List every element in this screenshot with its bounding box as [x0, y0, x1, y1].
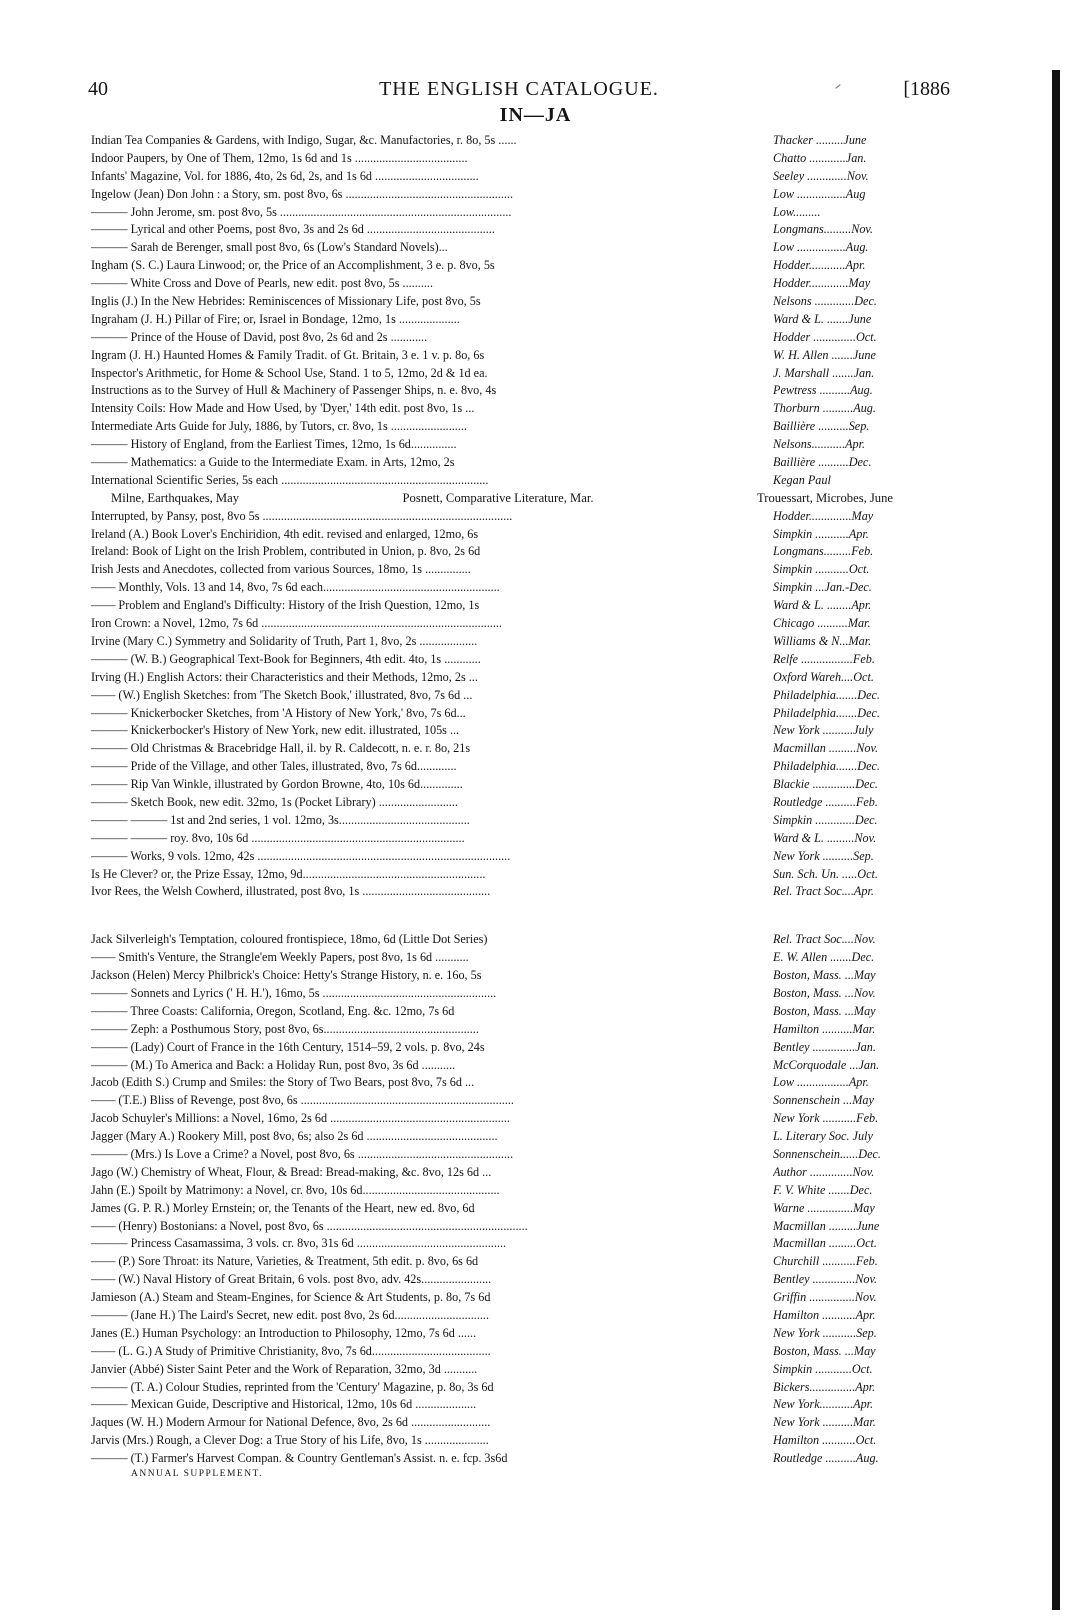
- entry-publisher-month: Boston, Mass. ...Nov.: [773, 985, 876, 1000]
- entry-publisher-month: Philadelphia.......Dec.: [773, 687, 880, 702]
- entry-publisher-month: Boston, Mass. ...May: [773, 1003, 876, 1018]
- catalogue-entry: [91, 1433, 953, 1451]
- catalogue-entry: [91, 401, 953, 419]
- entry-publisher-month: McCorquodale ...Jan.: [773, 1057, 880, 1072]
- entry-publisher-month: W. H. Allen .......June: [773, 347, 876, 362]
- entry-title: ——— (T.) Farmer's Harvest Compan. & Country Gentleman's Assist. n. e. fcp. 3s6d: [91, 1451, 508, 1466]
- catalogue-entry: [91, 968, 953, 986]
- entry-publisher-month: Routledge ..........Aug.: [773, 1451, 879, 1466]
- catalogue-entry: [91, 258, 953, 276]
- catalogue-entry: [91, 688, 953, 706]
- entry-title: Iron Crown: a Novel, 12mo, 7s 6d ...............................................................................: [91, 616, 502, 631]
- catalogue-entry: [91, 884, 953, 902]
- entry-publisher-month: Blackie ..............Dec.: [773, 777, 878, 792]
- catalogue-entry: [91, 169, 953, 187]
- catalogue-entry: [91, 1254, 953, 1272]
- entry-title: ——— (Mrs.) Is Love a Crime? a Novel, post 8vo, 6s ...................................................: [91, 1146, 514, 1161]
- entry-publisher-month: Longmans.........Feb.: [773, 544, 874, 559]
- entry-publisher-month: Bentley ..............Nov.: [773, 1272, 878, 1287]
- catalogue-entry: [91, 1093, 953, 1111]
- entry-title: Ireland: Book of Light on the Irish Problem, contributed in Union, p. 8vo, 2s 6d: [91, 544, 481, 559]
- entry-title: Intermediate Arts Guide for July, 1886, by Tutors, cr. 8vo, 1s .........................: [91, 419, 467, 434]
- entry-title: ——— ——— 1st and 2nd series, 1 vol. 12mo, 3s...........................................: [91, 812, 470, 827]
- catalogue-entry: [91, 831, 953, 849]
- entry-title: —— (W.) Naval History of Great Britain, 6 vols. post 8vo, adv. 42s.......................: [91, 1272, 492, 1287]
- entry-publisher-month: Pewtress ..........Aug.: [773, 383, 873, 398]
- entry-publisher-month: Griffin ...............Nov.: [773, 1290, 877, 1305]
- entry-publisher-month: Hodder ..............Oct.: [773, 329, 877, 344]
- catalogue-entry: [91, 723, 953, 741]
- entry-publisher-month: Bentley ..............Jan.: [773, 1039, 876, 1054]
- entry-publisher-month: New York ..........July: [773, 723, 874, 738]
- page-header: [88, 78, 950, 104]
- entry-publisher-month: Chatto ............Jan.: [773, 150, 867, 165]
- entry-publisher-month: New York ...........Sep.: [773, 1325, 877, 1340]
- entry-publisher-month: Warne ...............May: [773, 1200, 875, 1215]
- entry-title: ——— Rip Van Winkle, illustrated by Gordon Browne, 4to, 10s 6d..............: [91, 777, 463, 792]
- entry-title: ——— (Lady) Court of France in the 16th Century, 1514–59, 2 vols. p. 8vo, 24s: [91, 1039, 485, 1054]
- series-line: [91, 491, 953, 509]
- catalogue-entry: [91, 205, 953, 223]
- entry-publisher-month: Sun. Sch. Un. .....Oct.: [773, 866, 878, 881]
- page-year: [1886: [903, 78, 950, 100]
- entry-publisher-month: E. W. Allen .......Dec.: [773, 950, 875, 965]
- catalogue-entry: [91, 670, 953, 688]
- entry-title: Ivor Rees, the Welsh Cowherd, illustrated, post 8vo, 1s ..........................................: [91, 884, 491, 899]
- catalogue-entry: [91, 1183, 953, 1201]
- entry-title: ——— Sarah de Berenger, small post 8vo, 6s (Low's Standard Novels)...: [91, 240, 448, 255]
- catalogue-entry: [91, 1362, 953, 1380]
- catalogue-entry: [91, 544, 953, 562]
- catalogue-entry: [91, 240, 953, 258]
- entry-publisher-month: L. Literary Soc. July: [773, 1129, 873, 1144]
- entry-publisher-month: Sonnenschein......Dec.: [773, 1146, 881, 1161]
- entry-publisher-month: Hodder..............May: [773, 508, 874, 523]
- catalogue-entry: [91, 932, 953, 950]
- catalogue-entry: [91, 222, 953, 240]
- entry-publisher-month: Nelsons...........Apr.: [773, 437, 866, 452]
- catalogue-entry: [91, 151, 953, 169]
- entry-publisher-month: Longmans.........Nov.: [773, 222, 873, 237]
- entry-publisher-month: New York ..........Sep.: [773, 848, 874, 863]
- entry-publisher-month: Hamilton ..........Mar.: [773, 1021, 876, 1036]
- entry-title: Is He Clever? or, the Prize Essay, 12mo, 9d............................................................: [91, 866, 486, 881]
- entry-publisher-month: Thacker .........June: [773, 133, 867, 147]
- entry-publisher-month: Macmillan .........Oct.: [773, 1236, 877, 1251]
- entry-title: ——— Lyrical and other Poems, post 8vo, 3s and 2s 6d ..........................................: [91, 222, 495, 237]
- catalogue-entry: [91, 437, 953, 455]
- entry-title: ——— Mathematics: a Guide to the Intermediate Exam. in Arts, 12mo, 2s: [91, 455, 455, 470]
- entry-title: Intensity Coils: How Made and How Used, by 'Dyer,' 14th edit. post 8vo, 1s ...: [91, 401, 475, 416]
- catalogue-entry: [91, 133, 953, 151]
- entry-title: —— (Henry) Bostonians: a Novel, post 8vo, 6s ..................................................................: [91, 1218, 528, 1233]
- entry-publisher-month: Macmillan .........Nov.: [773, 741, 879, 756]
- entry-publisher-month: Hodder.............May: [773, 276, 871, 291]
- entry-title: Ingram (J. H.) Haunted Homes & Family Tradit. of Gt. Britain, 3 e. 1 v. p. 8o, 6s: [91, 347, 485, 362]
- entry-publisher-month: Baillière ..........Sep.: [773, 419, 870, 434]
- catalogue-entry: [91, 1344, 953, 1362]
- entry-title: Jago (W.) Chemistry of Wheat, Flour, & Bread: Bread-making, &c. 8vo, 12s 6d ...: [91, 1164, 492, 1179]
- entry-publisher-month: Boston, Mass. ...May: [773, 968, 876, 983]
- entry-publisher-month: Thorburn ..........Aug.: [773, 401, 876, 416]
- entry-title: —— Problem and England's Difficulty: History of the Irish Question, 12mo, 1s: [91, 598, 480, 613]
- entry-title: ——— Mexican Guide, Descriptive and Historical, 12mo, 10s 6d ....................: [91, 1397, 477, 1412]
- entry-title: ——— Zeph: a Posthumous Story, post 8vo, 6s...................................................: [91, 1021, 479, 1036]
- entry-publisher-month: Ward & L. .......June: [773, 311, 872, 326]
- entry-publisher-month: Low .................Apr.: [773, 1075, 869, 1090]
- series-item: Posnett, Comparative Literature, Mar.: [402, 490, 594, 505]
- catalogue-entry: [91, 1290, 953, 1308]
- entry-publisher-month: Baillière ..........Dec.: [773, 455, 872, 470]
- catalogue-entry: [91, 1308, 953, 1326]
- entry-publisher-month: Kegan Paul: [773, 472, 831, 487]
- catalogue-entry: [91, 276, 953, 294]
- catalogue-entry: [91, 741, 953, 759]
- entry-title: —— Smith's Venture, the Strangle'em Weekly Papers, post 8vo, 1s 6d ...........: [91, 950, 469, 965]
- page-number: 40: [88, 78, 108, 100]
- entry-title: International Scientific Series, 5s each ....................................................................: [91, 472, 489, 487]
- catalogue-entry: [91, 616, 953, 634]
- catalogue-entry: [91, 366, 953, 384]
- entry-publisher-month: Oxford Wareh....Oct.: [773, 669, 874, 684]
- entry-title: Jarvis (Mrs.) Rough, a Clever Dog: a True Story of his Life, 8vo, 1s .....................: [91, 1433, 489, 1448]
- catalogue-entry: [91, 580, 953, 598]
- entry-publisher-month: Hodder............Apr.: [773, 258, 866, 273]
- entry-title: Jaques (W. H.) Modern Armour for National Defence, 8vo, 2s 6d ..........................: [91, 1415, 491, 1430]
- page-title: THE ENGLISH CATALOGUE.: [379, 78, 659, 100]
- entry-title: ——— John Jerome, sm. post 8vo, 5s ............................................................................: [91, 204, 512, 219]
- catalogue-entry: [91, 1004, 953, 1022]
- entry-title: Ingelow (Jean) Don John : a Story, sm. post 8vo, 6s .......................................................: [91, 186, 514, 201]
- entry-title: Jacob Schuyler's Millions: a Novel, 16mo, 2s 6d ...........................................................: [91, 1111, 510, 1126]
- entry-publisher-month: Sonnenschein ...May: [773, 1093, 874, 1108]
- entry-title: —— (L. G.) A Study of Primitive Christianity, 8vo, 7s 6d.......................................: [91, 1343, 491, 1358]
- entry-title: ——— Pride of the Village, and other Tales, illustrated, 8vo, 7s 6d.............: [91, 759, 457, 774]
- entry-publisher-month: Seeley .............Nov.: [773, 168, 869, 183]
- catalogue-entry: [91, 1111, 953, 1129]
- entry-title: Jamieson (A.) Steam and Steam-Engines, for Science & Art Students, p. 8o, 7s 6d: [91, 1290, 491, 1305]
- section-heading: IN—JA: [499, 104, 572, 126]
- entries-ja: [91, 932, 953, 1469]
- catalogue-entry: [91, 849, 953, 867]
- entry-title: ——— Sketch Book, new edit. 32mo, 1s (Pocket Library) ..........................: [91, 794, 458, 809]
- entry-publisher-month: Philadelphia.......Dec.: [773, 705, 880, 720]
- entry-title: ——— Prince of the House of David, post 8vo, 2s 6d and 2s ............: [91, 329, 428, 344]
- catalogue-entry: [91, 187, 953, 205]
- entry-publisher-month: Hamilton ...........Apr.: [773, 1308, 876, 1322]
- entry-publisher-month: Simpkin ...........Oct.: [773, 562, 870, 577]
- entry-publisher-month: F. V. White .......Dec.: [773, 1182, 873, 1197]
- catalogue-entry: [91, 1272, 953, 1290]
- entry-publisher-month: Author ..............Nov.: [773, 1164, 875, 1179]
- entry-title: Jack Silverleigh's Temptation, coloured frontispiece, 18mo, 6d (Little Dot Series): [91, 932, 488, 947]
- catalogue-entry: [91, 348, 953, 366]
- catalogue-entry: [91, 562, 953, 580]
- entry-title: —— (W.) English Sketches: from 'The Sketch Book,' illustrated, 8vo, 7s 6d ...: [91, 687, 473, 702]
- entry-publisher-month: Boston, Mass. ...May: [773, 1343, 876, 1358]
- entry-title: ——— (M.) To America and Back: a Holiday Run, post 8vo, 3s 6d ...........: [91, 1057, 456, 1072]
- catalogue-entry: [91, 986, 953, 1004]
- catalogue-entry: [91, 1201, 953, 1219]
- entry-title: ——— Princess Casamassima, 3 vols. cr. 8vo, 31s 6d .................................................: [91, 1236, 507, 1251]
- entry-publisher-month: Churchill ...........Feb.: [773, 1254, 878, 1269]
- entry-title: Instructions as to the Survey of Hull & Machinery of Passenger Ships, n. e. 8vo, 4s: [91, 383, 497, 398]
- catalogue-entry: [91, 383, 953, 401]
- entry-publisher-month: Williams & N...Mar.: [773, 633, 872, 648]
- catalogue-entry: [91, 950, 953, 968]
- entry-publisher-month: J. Marshall .......Jan.: [773, 365, 875, 380]
- entry-title: ——— Works, 9 vols. 12mo, 42s ...................................................................................: [91, 848, 511, 863]
- entry-title: Ireland (A.) Book Lover's Enchiridion, 4th edit. revised and enlarged, 12mo, 6s: [91, 526, 479, 541]
- entry-publisher-month: Hamilton ...........Oct.: [773, 1433, 877, 1448]
- catalogue-entry: [91, 455, 953, 473]
- entry-publisher-month: New York ..........Mar.: [773, 1415, 876, 1430]
- catalogue-entry: [91, 527, 953, 545]
- entry-title: —— (T.E.) Bliss of Revenge, post 8vo, 6s ......................................................................: [91, 1093, 514, 1108]
- entry-title: ——— White Cross and Dove of Pearls, new edit. post 8vo, 5s ..........: [91, 276, 434, 291]
- entry-title: James (G. P. R.) Morley Ernstein; or, the Tenants of the Heart, new ed. 8vo, 6d: [91, 1200, 475, 1215]
- entry-publisher-month: Nelsons .............Dec.: [773, 294, 877, 309]
- entry-title: Interrupted, by Pansy, post, 8vo 5s ..................................................................................: [91, 508, 513, 523]
- entry-title: ——— Knickerbocker's History of New York, new edit. illustrated, 105s ...: [91, 723, 460, 738]
- entry-publisher-month: Rel. Tract Soc....Nov.: [773, 932, 876, 947]
- series-item: Trouessart, Microbes, June: [757, 490, 893, 505]
- entry-publisher-month: Macmillan .........June: [773, 1218, 880, 1233]
- entry-title: Infants' Magazine, Vol. for 1886, 4to, 2s 6d, 2s, and 1s 6d ..................................: [91, 168, 479, 183]
- entry-title: ——— Sonnets and Lyrics (' H. H.'), 16mo, 5s .........................................................: [91, 985, 497, 1000]
- catalogue-entry: [91, 294, 953, 312]
- catalogue-entry: [91, 1219, 953, 1237]
- catalogue-entry: [91, 1075, 953, 1093]
- catalogue-entry: [91, 419, 953, 437]
- catalogue-entry: [91, 598, 953, 616]
- catalogue-entry: [91, 795, 953, 813]
- catalogue-entry: [91, 473, 953, 491]
- margin-rule: [1052, 70, 1060, 1610]
- catalogue-entry: [91, 1040, 953, 1058]
- catalogue-entry: [91, 1326, 953, 1344]
- catalogue-entry: [91, 652, 953, 670]
- entry-publisher-month: Simpkin .............Dec.: [773, 812, 878, 827]
- entry-title: ——— History of England, from the Earliest Times, 12mo, 1s 6d...............: [91, 437, 457, 452]
- catalogue-entry: [91, 634, 953, 652]
- entry-title: Jahn (E.) Spoilt by Matrimony: a Novel, cr. 8vo, 10s 6d.............................................: [91, 1182, 500, 1197]
- entry-publisher-month: Simpkin ...........Apr.: [773, 526, 869, 541]
- catalogue-entry: [91, 867, 953, 885]
- entry-publisher-month: Rel. Tract Soc....Apr.: [773, 884, 874, 899]
- entry-title: Inspector's Arithmetic, for Home & School Use, Stand. 1 to 5, 12mo, 2d & 1d ea.: [91, 365, 488, 380]
- entry-publisher-month: Simpkin ............Oct.: [773, 1361, 873, 1376]
- entry-title: Indoor Paupers, by One of Them, 12mo, 1s 6d and 1s .....................................: [91, 150, 468, 165]
- entry-publisher-month: Routledge ..........Feb.: [773, 794, 878, 809]
- entry-publisher-month: Relfe .................Feb.: [773, 651, 875, 666]
- section-gap: [91, 902, 953, 932]
- catalogue-entry: [91, 312, 953, 330]
- entries-in: [91, 133, 953, 491]
- entry-title: Janvier (Abbé) Sister Saint Peter and the Work of Reparation, 32mo, 3d ...........: [91, 1361, 478, 1376]
- catalogue-entry: [91, 1451, 953, 1469]
- catalogue-entry: [91, 330, 953, 348]
- entry-title: ——— (T. A.) Colour Studies, reprinted from the 'Century' Magazine, p. 8o, 3s 6d: [91, 1379, 494, 1394]
- catalogue-entry: [91, 1236, 953, 1254]
- entry-title: Irving (H.) English Actors: their Characteristics and their Methods, 12mo, 2s ...: [91, 669, 478, 684]
- entry-publisher-month: Ward & L. .........Nov.: [773, 830, 877, 845]
- entry-title: Irvine (Mary C.) Symmetry and Solidarity of Truth, Part 1, 8vo, 2s ...................: [91, 633, 478, 648]
- footer-supplement: ANNUAL SUPPLEMENT.: [131, 1469, 264, 1480]
- entry-title: ——— Three Coasts: California, Oregon, Scotland, Eng. &c. 12mo, 7s 6d: [91, 1003, 455, 1018]
- catalogue-entry: [91, 706, 953, 724]
- catalogue-entry: [91, 509, 953, 527]
- entry-publisher-month: Simpkin ...Jan.-Dec.: [773, 580, 872, 595]
- series-item: Milne, Earthquakes, May: [111, 490, 240, 505]
- entry-title: ——— ——— roy. 8vo, 10s 6d ......................................................................: [91, 830, 465, 845]
- entry-title: Jacob (Edith S.) Crump and Smiles: the Story of Two Bears, post 8vo, 7s 6d ...: [91, 1075, 475, 1090]
- catalogue-entry: [91, 1165, 953, 1183]
- entry-title: Inglis (J.) In the New Hebrides: Reminiscences of Missionary Life, post 8vo, 5s: [91, 294, 481, 309]
- entry-publisher-month: Low.........: [773, 204, 821, 219]
- catalogue-entry: [91, 759, 953, 777]
- catalogue-entry: [91, 1022, 953, 1040]
- entry-title: —— (P.) Sore Throat: its Nature, Varieties, & Treatment, 5th edit. p. 8vo, 6s 6d: [91, 1254, 479, 1269]
- catalogue-entry: [91, 1415, 953, 1433]
- catalogue-entry: [91, 1397, 953, 1415]
- entry-title: Janes (E.) Human Psychology: an Introduction to Philosophy, 12mo, 7s 6d ......: [91, 1325, 477, 1340]
- entry-title: Jagger (Mary A.) Rookery Mill, post 8vo, 6s; also 2s 6d ...........................................: [91, 1129, 498, 1144]
- entry-title: —— Monthly, Vols. 13 and 14, 8vo, 7s 6d each..........................................................: [91, 580, 500, 595]
- catalogue-entry: [91, 1380, 953, 1398]
- entry-publisher-month: Ward & L. ........Apr.: [773, 598, 872, 613]
- entry-title: ——— (W. B.) Geographical Text-Book for Beginners, 4th edit. 4to, 1s ............: [91, 651, 481, 666]
- entry-title: ——— Knickerbocker Sketches, from 'A History of New York,' 8vo, 7s 6d...: [91, 705, 466, 720]
- entry-publisher-month: Philadelphia.......Dec.: [773, 759, 880, 774]
- catalogue-entry: [91, 1147, 953, 1165]
- entry-title: ——— Old Christmas & Bracebridge Hall, il. by R. Caldecott, n. e. r. 8o, 21s: [91, 741, 471, 756]
- entry-publisher-month: New York...........Apr.: [773, 1397, 874, 1412]
- catalogue-entries: [91, 133, 953, 1485]
- entries-in-continued: [91, 509, 953, 903]
- entry-publisher-month: Bickers...............Apr.: [773, 1379, 876, 1394]
- entry-title: Ingraham (J. H.) Pillar of Fire; or, Israel in Bondage, 12mo, 1s ....................: [91, 311, 460, 326]
- entry-title: Ingham (S. C.) Laura Linwood; or, the Price of an Accomplishment, 3 e. p. 8vo, 5s: [91, 258, 495, 273]
- catalogue-entry: [91, 1058, 953, 1076]
- entry-title: Irish Jests and Anecdotes, collected from various Sources, 18mo, 1s ...............: [91, 562, 471, 577]
- catalogue-entry: [91, 777, 953, 795]
- entry-title: Indian Tea Companies & Gardens, with Indigo, Sugar, &c. Manufactories, r. 8o, 5s ......: [91, 133, 517, 147]
- catalogue-entry: [91, 813, 953, 831]
- entry-publisher-month: Low ................Aug.: [773, 240, 869, 255]
- catalogue-entry: [91, 1129, 953, 1147]
- entry-title: Jackson (Helen) Mercy Philbrick's Choice: Hetty's Strange History, n. e. 16o, 5s: [91, 968, 482, 983]
- entry-publisher-month: New York ...........Feb.: [773, 1111, 879, 1126]
- entry-title: ——— (Jane H.) The Laird's Secret, new edit. post 8vo, 2s 6d...............................: [91, 1308, 490, 1322]
- entry-publisher-month: Low ................Aug: [773, 186, 866, 201]
- entry-publisher-month: Chicago ..........Mar.: [773, 616, 871, 631]
